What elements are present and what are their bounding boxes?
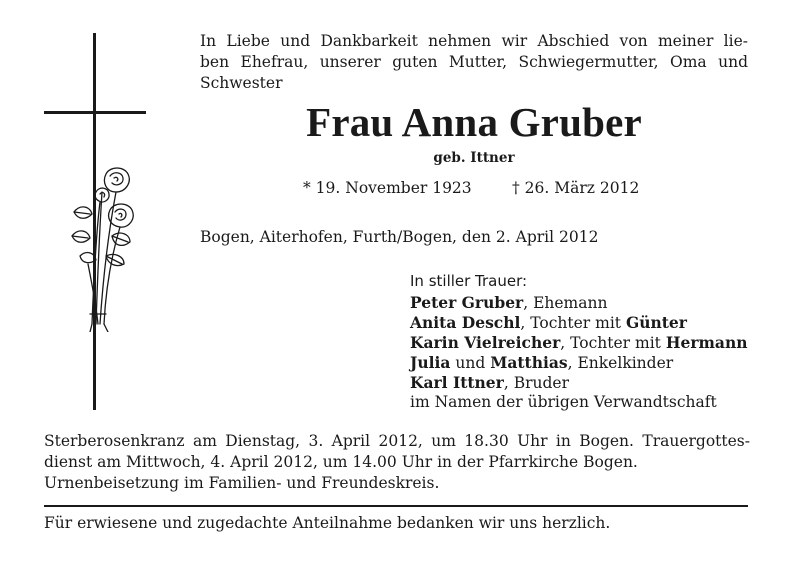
mourner-line (410, 333, 747, 353)
mourner-name: Karl Ittner (410, 373, 504, 392)
mourner-relation: , Tochter mit (520, 314, 626, 332)
roses-illustration (66, 164, 138, 332)
mourner-name: Matthias (490, 353, 568, 372)
intro-text (200, 31, 748, 94)
birth-name: geb. Ittner (433, 150, 515, 166)
intro-line-3: Schwester (200, 74, 283, 92)
mourner-relation: , Tochter mit (560, 334, 666, 352)
announcement-line-3: Urnenbeisetzung im Familien- und Freundeskreis. (44, 474, 440, 492)
mourners-heading: In stiller Trauer: (410, 272, 528, 290)
mourner-line (410, 293, 747, 313)
deceased-name: Frau Anna Gruber (306, 99, 642, 145)
cross-horizontal-bar (44, 111, 146, 114)
mourner-name: Hermann (665, 333, 748, 352)
mourner-line (410, 313, 747, 333)
intro-line-1: In Liebe und Dankbarkeit nehmen wir Abschied von meiner lie- (200, 32, 748, 50)
thanks-text: Für erwiesene und zugedachte Anteilnahme bedanken wir uns herzlich. (44, 514, 611, 532)
mourner-relation: und (450, 354, 491, 372)
birth-date: * 19. November 1923 (303, 179, 472, 197)
mourner-line (410, 353, 747, 373)
mourner-relation: , Ehemann (523, 294, 608, 312)
divider-line (44, 505, 748, 507)
mourner-line (410, 373, 747, 393)
death-date: † 26. März 2012 (512, 179, 640, 197)
mourner-relation: , Enkelkinder (567, 354, 674, 372)
mourner-relation: im Namen der übrigen Verwandtschaft (410, 393, 717, 411)
announcement-text (44, 431, 750, 494)
place-and-date: Bogen, Aiterhofen, Furth/Bogen, den 2. April 2012 (200, 228, 599, 246)
mourner-relation: , Bruder (503, 374, 569, 392)
mourner-name: Julia (410, 353, 451, 372)
mourner-line (410, 393, 747, 412)
announcement-line-1: Sterberosenkranz am Dienstag, 3. April 2012, um 18.30 Uhr in Bogen. Trauergottes- (44, 432, 750, 450)
mourner-name: Anita Deschl (410, 313, 521, 332)
mourner-name: Karin Vielreicher (410, 333, 561, 352)
mourner-name: Peter Gruber (410, 293, 524, 312)
mourner-name: Günter (625, 313, 687, 332)
intro-line-2: ben Ehefrau, unserer guten Mutter, Schwiegermutter, Oma und (200, 53, 748, 71)
announcement-line-2: dienst am Mittwoch, 4. April 2012, um 14.00 Uhr in der Pfarrkirche Bogen. (44, 453, 638, 471)
mourners-list (410, 293, 747, 412)
